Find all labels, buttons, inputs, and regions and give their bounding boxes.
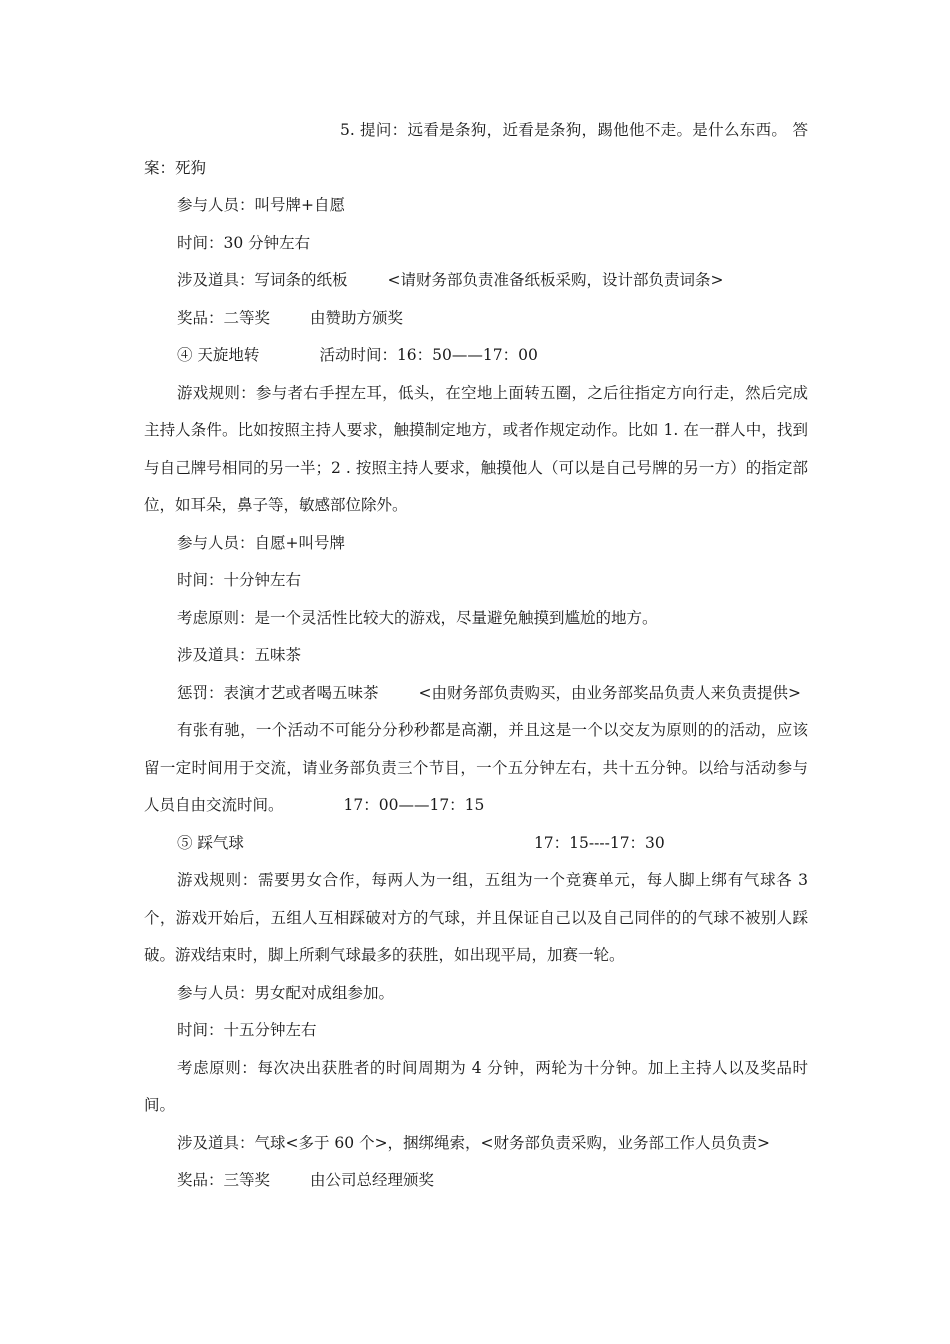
participants-text-2: 参与人员：自愿+叫号牌 [177, 533, 345, 552]
document-body [144, 112, 808, 1200]
time-line-3 [144, 1012, 808, 1050]
participants-line [144, 187, 808, 225]
game-rules-text-2: 游戏规则：需要男女合作，每两人为一组，五组为一个竞赛单元，每人脚上绑有气球各 3 个，游戏开始后，五组人互相踩破对方的气球，并且保证自己以及自己同伴的的气球不被别人踩破。游戏结束时，脚上所剩气球最多的获胜，如出现平局，加赛一轮。 [144, 871, 808, 964]
interlude-time: 17：00——17：15 [343, 796, 485, 814]
prize-presenter: 由赞助方颁奖 [310, 308, 404, 327]
prize-line [144, 300, 808, 338]
time-text-3: 时间：十五分钟左右 [177, 1021, 317, 1039]
activity-time-2: 17：15----17：30 [533, 833, 665, 852]
time-text-2: 时间：十分钟左右 [177, 571, 302, 589]
participants-line-2 [144, 525, 808, 563]
activity-time: 活动时间：16：50——17：00 [319, 346, 538, 364]
props-text-3: 涉及道具：气球<多于 60 个>，捆绑绳索，<财务部负责采购，业务部工作人员负责> [177, 1133, 771, 1152]
participants-text-3: 参与人员：男女配对成组参加。 [177, 983, 395, 1002]
question-answer-paragraph [144, 112, 808, 187]
props-line-2 [144, 637, 808, 675]
principle-line [144, 600, 808, 638]
props-text: 涉及道具：写词条的纸板 [177, 271, 348, 289]
participants-line-3 [144, 975, 808, 1013]
props-note: <请财务部负责准备纸板采购，设计部负责词条> [387, 271, 724, 289]
activity-title-2: ⑤ 踩气球 [177, 833, 244, 852]
principle-paragraph-2 [144, 1050, 808, 1125]
principle-text-2: 考虑原则：每次决出获胜者的时间周期为 4 分钟，两轮为十分钟。加上主持人以及奖品时间。 [144, 1058, 808, 1114]
penalty-text: 惩罚：表演才艺或者喝五味茶 [177, 683, 379, 702]
prize-presenter-2: 由公司总经理颁奖 [310, 1171, 435, 1189]
game-rules-text: 游戏规则：参与者右手捏左耳，低头，在空地上面转五圈，之后往指定方向行走，然后完成主持人条件。比如按照主持人要求，触摸制定地方，或者作规定动作。比如 1. 在一群人中，找到与自己牌号相同的另一半；2 . 按照主持人要求，触摸他人（可以是自己号牌的另一方）的指定部位，如耳朵，鼻子等，敏感部位除外。 [144, 383, 808, 514]
question-text: 5. 提问：远看是条狗，近看是条狗，踢他他不走。是什么东西。 答案：死狗 [144, 121, 808, 177]
props-line [144, 262, 808, 300]
activity-title: ④ 天旋地转 [177, 346, 260, 364]
game-rules-paragraph [144, 375, 808, 525]
penalty-paragraph [144, 675, 808, 713]
activity-heading-5 [144, 825, 808, 863]
props-text-2: 涉及道具：五味茶 [177, 646, 302, 664]
prize-text-2: 奖品：三等奖 [177, 1171, 271, 1189]
interlude-paragraph [144, 712, 808, 825]
time-line-2 [144, 562, 808, 600]
time-line [144, 225, 808, 263]
penalty-note: <由财务部负责购买，由业务部奖品负责人来负责提供> [418, 683, 801, 702]
game-rules-paragraph-2 [144, 862, 808, 975]
prize-text: 奖品：二等奖 [177, 308, 271, 327]
activity-heading-4 [144, 337, 808, 375]
prize-line-2 [144, 1162, 808, 1200]
participants-text: 参与人员：叫号牌+自愿 [177, 196, 345, 214]
props-line-3 [144, 1125, 808, 1163]
time-text: 时间：30 分钟左右 [177, 233, 311, 252]
interlude-text: 有张有驰，一个活动不可能分分秒秒都是高潮，并且这是一个以交友为原则的的活动，应该留一定时间用于交流，请业务部负责三个节目，一个五分钟左右，共十五分钟。以给与活动参与人员自由交流时间。 [144, 721, 808, 814]
principle-text: 考虑原则：是一个灵活性比较大的游戏，尽量避免触摸到尴尬的地方。 [177, 608, 658, 627]
